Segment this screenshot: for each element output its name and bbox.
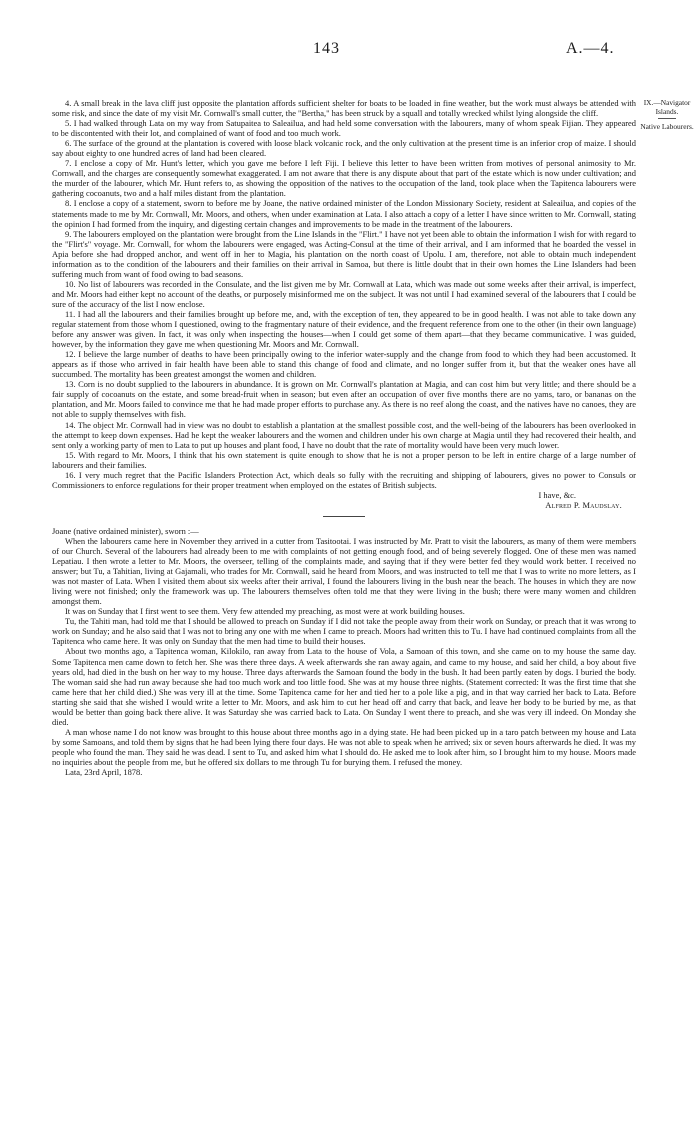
report-paragraph-11: 11. I had all the labourers and their families brought up before me, and, with the exception of ten, they appeared to be in good health. I was not able to take down any regular statement from those whom I questioned, owing to the fragmentary nature of their evidence, and the frequent reference from one to the other (in their own language) before any answer was given. In fact, it was only when inspecting the houses—when I could get some of them apart—that they became communicative. I was guided, however, by the information they gave me when questioning Mr. Moors and Mr. Cornwall. — [52, 308, 636, 350]
report-paragraph-5: 5. I had walked through Lata on my way from Satupaitea to Saleailua, and had held some conversation with the labourers, many of whom speak Fijian. They appeared to be discontented with their lot, and complained of want of food and too much work. — [52, 118, 636, 139]
statement-dateline: Lata, 23rd April, 1878. — [65, 767, 143, 778]
report-paragraph-4: 4. A small break in the lava cliff just opposite the plantation affords sufficient shelter for boats to be loaded in fine weather, but the work must always be attended with some risk, and since the date of my visit Mr. Cornwall's small cutter, the "Bertha," has been struck by a squall and totally wrecked whilst lying alongside the cliff. — [52, 98, 636, 119]
margin-note-rule — [658, 118, 676, 119]
report-paragraph-14: 14. The object Mr. Cornwall had in view was no doubt to establish a plantation at the smallest possible cost, and the well-being of the labourers has been overlooked in the attempt to keep down expenses. Had he kept the weaker labourers and the women and children under his own charge at Magia until they had recovered their health, and sent only a working party of men to Lata to put up houses and plant food, I have no doubt that the rate of mortality would have been very much lower. — [52, 419, 636, 450]
margin-note — [636, 98, 698, 131]
report-signature: Alfred P. Maudslay. — [545, 499, 622, 510]
statement-paragraph: It was on Sunday that I first went to see them. Very few attended my preaching, as most were at work building houses. — [65, 606, 465, 617]
margin-note-subject: Native Labourers. — [640, 122, 694, 131]
statement-paragraph: A man whose name I do not know was brought to this house about three months ago in a dying state. He had been picked up in a taro patch between my house and Lata by some Samoans, and told them by signs that he had been lying there four days. He was not able to speak when he arrived; six or seven hours afterwards he died. It was my people who found the man. They said he was dead. I sent to Tu, and asked him what I should do. He asked me to look after him, so I brought him to my house. Moors made no inquiries about the people from me, but he offered six dollars to me through Tu for burying them. I refused the money. — [52, 726, 636, 767]
report-paragraph-10: 10. No list of labourers was recorded in the Consulate, and the list given me by Mr. Cornwall at Lata, which was made out some weeks after their arrival, is imperfect, and Mr. Moors had either kept no account of the deaths, or purposely misinformed me on the subject. It was not until I had examined several of the labourers that I could be sure of the accuracy of the list I now enclose. — [52, 278, 636, 309]
document-body — [52, 98, 636, 777]
margin-note-section: IX.—Navigator Islands. — [643, 98, 691, 116]
report-paragraph-8: 8. I enclose a copy of a statement, sworn to before me by Joane, the native ordained minister of the London Missionary Society, resident at Saleailua, and copies of the statements made to me by Mr. Cornwall, Mr. Moors, and others, when under examination at Lata. I also attach a copy of a letter I have since written to Mr. Cornwall, stating the opinion I had formed from the inquiry, and digesting certain changes and improvements to be made in the treatment of the labourers. — [52, 198, 636, 229]
statement-paragraph: About two months ago, a Tapitenca woman, Kilokilo, ran away from Lata to the house of Vola, a Samoan of this town, and she came on to my house the same day. Some Tapitenca men came down to fetch her. She was there three days. A week afterwards she ran away again, and came to my house, and said her child, a boy about five years old, had died in the bush on her way to my house. Three days afterwards the Samoan found the body in the bush. It had been partly eaten by dogs. I buried the body. The woman said she had run away because she had too much work and too little food. She was at my house three nights. (Statement corrected: It was the first time that she came here that her child died.) She was very ill at the time. Some Tapitenca came for her and tied her to a pole like a pig, and in that way carried her back to Lata. Before starting she said that she wished I would write a letter to Mr. Moors, and ask him to cut her head off and carry that back, and leave her body to be buried by me, as that would be better than going back there alive. It was Saturday she was carried back to Lata. On Sunday I went there to preach, and she was very ill indeed. On Monday she died. — [52, 646, 636, 727]
report-paragraph-9: 9. The labourers employed on the plantation were brought from the Line Islands in the "Flirt." I have not yet been able to obtain the information I wish for with regard to the "Flirt's" voyage. Mr. Cornwall, for whom the labourers were engaged, was Acting-Consul at the time of their arrival, and I am informed that he boarded the vessel in Apia before she had dropped anchor, and went off in her to Magia, his plantation on the north coast of Upolu. I am, therefore, not able to obtain much independent information as to the condition of the labourers and their families on their arrival in Samoa, but there is little doubt that in their own homes the Line Islanders had been suffering much from want of food owing to bad seasons. — [52, 228, 636, 279]
report-paragraph-12: 12. I believe the large number of deaths to have been principally owing to the inferior water-supply and the change from food to which they had been accustomed. It appears as if those who arrived in fair health have been able to stand this change of food and climate, and no longer suffer from it, but that the weaker ones have all succumbed. The mortality has been greatest amongst the women and children. — [52, 349, 636, 380]
statement-heading: Joane (native ordained minister), sworn :— — [52, 525, 199, 536]
page-number: 143 — [313, 40, 340, 57]
section-divider — [323, 516, 365, 517]
report-paragraph-15: 15. With regard to Mr. Moors, I think that his own statement is quite enough to show that he is not a proper person to be left in entire charge of a large number of labourers and their families. — [52, 449, 636, 470]
report-paragraph-6: 6. The surface of the ground at the plantation is covered with loose black volcanic rock, and the only cultivation at the present time is an inferior crop of maize. I should say about eighty to one hundred acres of land had been cleared. — [52, 138, 636, 159]
statement-paragraph: Tu, the Tahiti man, had told me that I should be allowed to preach on Sunday if I did not take the people away from their work on Sunday, or preach that it was wrong to work on Sunday; and he also said that I was not to bring any one with me when I came to preach. Moors had written this to Tu. I have had continued complaints from all the Tapitenca who came here. It was only on Sunday that the men had time to build their houses. — [52, 616, 636, 647]
report-paragraph-7: 7. I enclose a copy of Mr. Hunt's letter, which you gave me before I left Fiji. I believe this letter to have been written from motives of personal animosity to Mr. Cornwall, and the charges are consequently somewhat exaggerated. I am not aware that there is any dispute about that part of the estate which is now under cultivation; and the murder of the labourer, which Mr. Hunt refers to, as showing the opposition of the natives to the occupation of the land, took place when the Tapitenca labourers were gathering cocoanuts, two and a half miles distant from the plantation. — [52, 158, 636, 199]
report-closing: I have, &c. — [538, 489, 576, 500]
sheet-reference: A.—4. — [566, 40, 615, 57]
report-paragraph-13: 13. Corn is no doubt supplied to the labourers in abundance. It is grown on Mr. Cornwall's plantation at Magia, and can cost him but very little; and there should be a fair supply of cocoanuts on the estate, and some bread-fruit when in season; but even after an occupation of over five months there are no yams, taro, or bananas on the plantation, and Mr. Moors failed to convince me that he had made proper efforts to purchase any. As there is no reef along the coast, and the natives have no canoes, they are not able to supply themselves with fish. — [52, 379, 636, 420]
statement-paragraph: When the labourers came here in November they arrived in a cutter from Tasitootai. I was instructed by Mr. Pratt to visit the labourers, as many of them were members of our Church. Several of the labourers had already been to me with complaints of not getting enough food, and of being severely flogged. One of these men was named Lepatiau. I then wrote a letter to Mr. Moors, the overseer, telling of the complaints made, and saying that if they were better fed they would work better. I received no answer; but Tu, a Tahitian, living at Gajamali, who trades for Mr. Cornwall, said he heard from Moors, and was instructed to tell me that I was to write no more letters, as I was not master of Lata. When I visited them about six weeks after their arrival, I found the labourers living in the bush near the beach. The houses in which they are now living were not finished; only the framework was up. The labourers themselves often told me that they were living in the bush; there were many women and children amongst them. — [52, 535, 636, 607]
report-paragraph-16: 16. I very much regret that the Pacific Islanders Protection Act, which deals so fully with the recruiting and shipping of labourers, gives no power to Consuls or Commissioners to enforce regulations for their proper treatment when employed on the estates of British subjects. — [52, 469, 636, 490]
